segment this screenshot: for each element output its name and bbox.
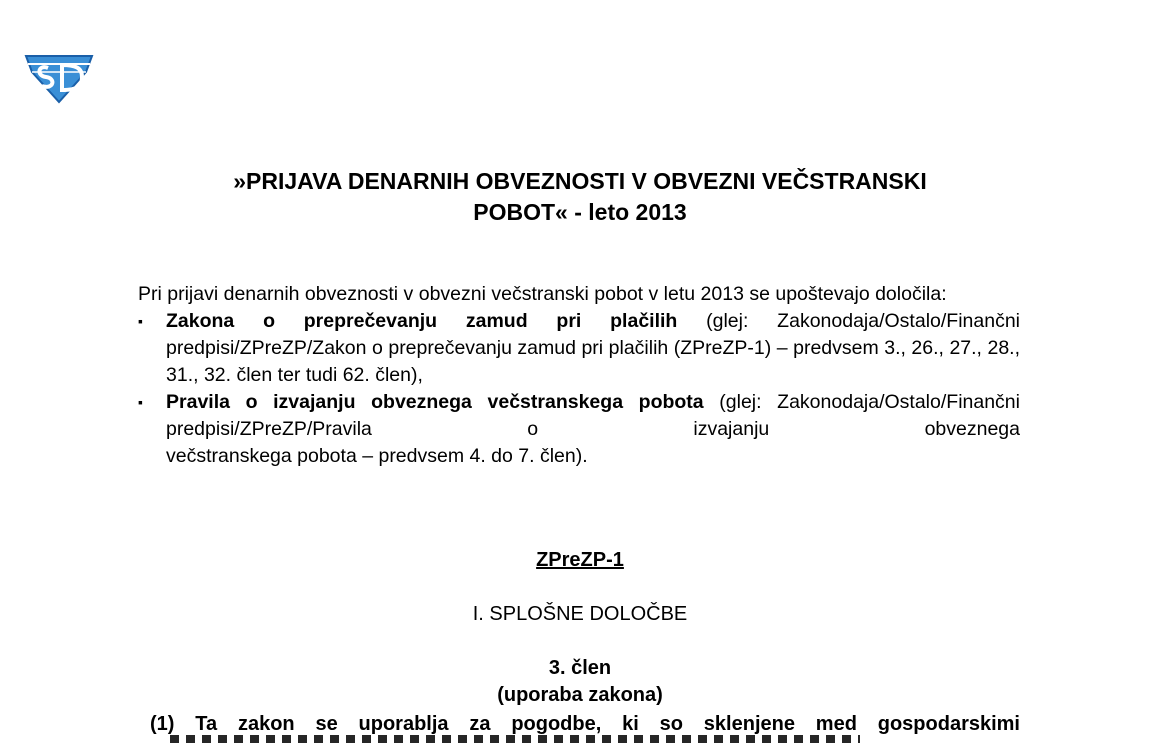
- regulation-list: [138, 308, 1020, 470]
- intro-text: Pri prijavi denarnih obveznosti v obvezni večstranski pobot v letu 2013 se upoštevajo določila:: [138, 283, 947, 305]
- intro-section: [138, 281, 1020, 470]
- article-heading: 3. člen: [548, 657, 612, 679]
- article-title: (uporaba zakona): [497, 684, 663, 706]
- list-item-bold: Zakona o preprečevanju zamud pri plačilih: [166, 310, 678, 332]
- list-item: [138, 308, 1020, 389]
- chapter-heading: I. SPLOŠNE DOLOČBE: [472, 603, 688, 625]
- clipped-next-line: [170, 735, 860, 743]
- title-line-1: »PRIJAVA DENARNIH OBVEZNOSTI V OBVEZNI VEČSTRANSKI: [233, 168, 927, 194]
- title-line-2: POBOT« - leto 2013: [473, 199, 687, 225]
- list-item: [138, 389, 1020, 470]
- law-heading: ZPreZP-1: [536, 549, 624, 571]
- list-item-tail: večstranskega pobota – predvsem 4. do 7. člen).: [166, 445, 588, 467]
- list-item-text: (glej: Zakonodaja/Ostalo/Finančni predpisi/ZPreZP/Zakon o preprečevanju zamud pri plačilih (ZPreZP-1) – predvsem 3., 26., 27., 28., 31., 32. člen ter tudi 62. člen),: [166, 310, 1020, 386]
- square-bullet-icon: ▪: [138, 394, 143, 410]
- list-item-bold: Pravila o izvajanju obveznega večstranskega pobota: [166, 391, 704, 413]
- list-item-text: (glej: Zakonodaja/Ostalo/Finančni predpisi/ZPreZP/Pravila o izvajanju obveznega: [166, 391, 1020, 440]
- sd-logo: [22, 50, 96, 104]
- article-paragraph-1: (1) Ta zakon se uporablja za pogodbe, ki so sklenjene med gospodarskimi: [150, 713, 1020, 735]
- sd-shield-logo-icon: [22, 50, 96, 104]
- document-title: [140, 166, 1020, 228]
- square-bullet-icon: ▪: [138, 313, 143, 329]
